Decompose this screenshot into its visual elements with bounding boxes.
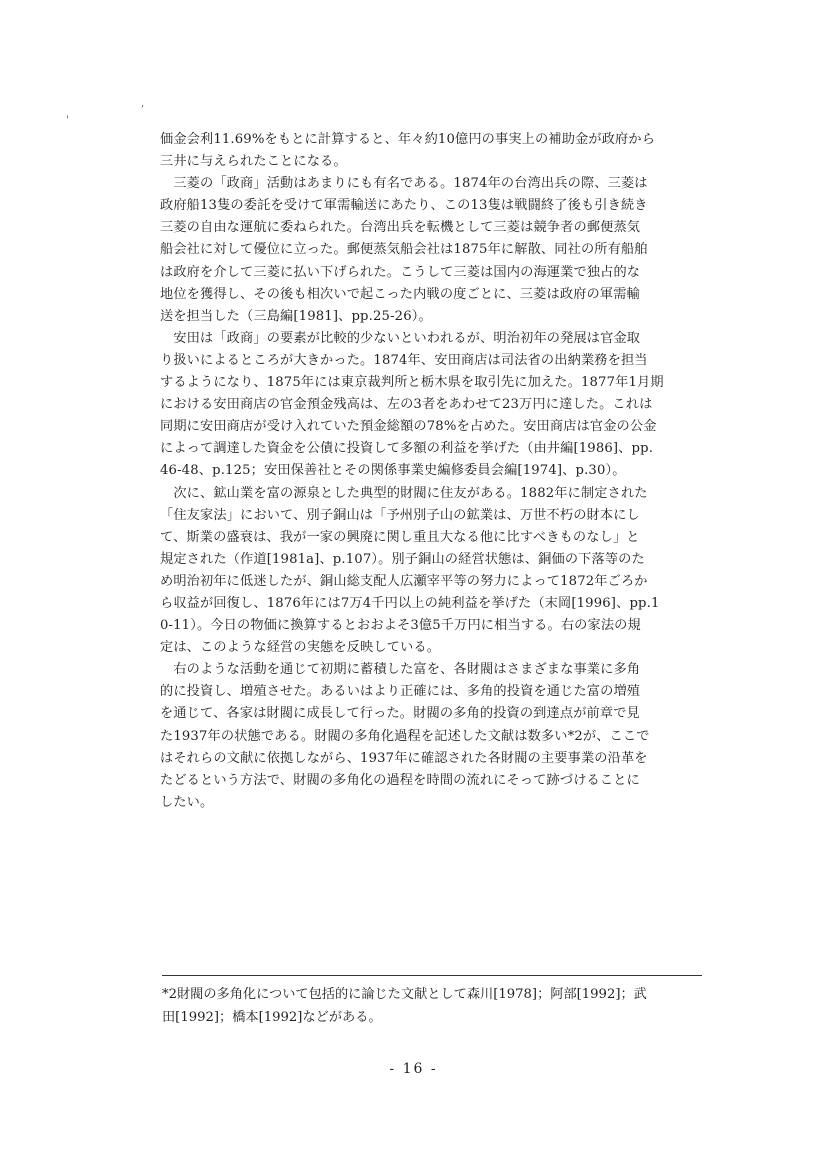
footnote-line: 田[1992]；橋本[1992]などがある。 (162, 1009, 382, 1025)
text-line: 船会社に対して優位に立った。郵便蒸気船会社は1875年に解散、同社の所有船舶 (160, 242, 648, 258)
text-line: 定は、このような経営の実態を反映している。 (160, 640, 441, 656)
footnote-divider (162, 975, 702, 976)
text-line: はそれらの文献に依拠しながら、1937年に確認された各財閥の主要事業の沿革を (160, 750, 648, 766)
text-line: 三菱の「政商」活動はあまりにも有名である。1874年の台湾出兵の際、三菱は (160, 176, 648, 192)
text-line: 同期に安田商店が受け入れていた預金総額の78%を占めた。安田商店は官金の公金 (160, 419, 657, 435)
text-line: た1937年の状態である。財閥の多角化過程を記述した文献は数多い*2が、ここで (160, 728, 650, 744)
text-line: 政府船13隻の委託を受けて軍需輸送にあたり、この13隻は戦闘終了後も引き続き (160, 198, 648, 214)
text-line: 規定された（作道[1981a]、p.107）。別子銅山の経営状態は、銅価の下落等のた (160, 551, 645, 567)
text-line: 地位を獲得し、その後も相次いで起こった内戦の度ごとに、三菱は政府の軍需輸 (160, 286, 640, 302)
text-line: め明治初年に低迷したが、銅山総支配人広瀬宰平等の努力によって1872年ごろか (160, 573, 648, 589)
margin-mark: , (141, 98, 145, 109)
text-line: を通じて、各家は財閥に成長して行った。財閥の多角的投資の到達点が前章で見 (160, 706, 640, 722)
text-line: て、斯業の盛衰は、我が一家の興廃に関し重且大なる他に比すべきものなし」と (160, 529, 640, 545)
text-line: 0-11）。今日の物価に換算するとおおよそ3億5千万円に相当する。右の家法の規 (160, 618, 641, 634)
text-line: たどるという方法で、財閥の多角化の過程を時間の流れにそって跡づけることに (160, 772, 640, 788)
footnote-line: *2財閥の多角化について包括的に論じた文献として森川[1978]；阿部[1992]；武 (162, 987, 647, 1002)
page-number: - 16 - (389, 1061, 438, 1077)
text-line: り扱いによるところが大きかった。1874年、安田商店は司法省の出納業務を担当 (160, 352, 648, 368)
text-line: 46-48、p.125；安田保善社とその関係事業史編修委員会編[1974]、p.30）。 (160, 463, 626, 479)
text-line: 送を担当した（三島編[1981]、pp.25-26）。 (160, 308, 432, 324)
text-line: 的に投資し、増殖させた。あるいはより正確には、多角的投資を通じた富の増殖 (160, 684, 641, 700)
text-line: したい。 (160, 794, 214, 810)
text-line: するようになり、1875年には東京裁判所と栃木県を取引先に加えた。1877年1月期 (160, 375, 664, 391)
text-line: 安田は「政商」の要素が比較的少ないといわれるが、明治初年の発展は官金取 (160, 330, 641, 346)
text-line: 次に、鉱山業を富の源泉とした典型的財閥に住友がある。1882年に制定された (160, 485, 648, 501)
footnotes (162, 984, 732, 1029)
text-line: 三菱の自由な運航に委ねられた。台湾出兵を転機として三菱は競争者の郵便蒸気 (160, 220, 641, 236)
text-line: 価金会利11.69%をもとに計算すると、年々約10億円の事実上の補助金が政府から (160, 132, 656, 147)
text-line: 「住友家法」において、別子銅山は「予州別子山の鉱業は、万世不朽の財本にし (160, 507, 640, 523)
text-line: ら収益が回復し、1876年には7万4千円以上の純利益を挙げた（末岡[1996]、pp.1 (160, 595, 660, 611)
text-line: は政府を介して三菱に払い下げられた。こうして三菱は国内の海運業で独占的な (160, 264, 641, 280)
text-line: 三井に与えられたことになる。 (160, 154, 347, 170)
text-line: によって調達した資金を公債に投資して多額の利益を挙げた（由井編[1986]、pp. (160, 441, 654, 457)
text-line: 右のような活動を通じて初期に蓄積した富を、各財閥はさまざまな事業に多角 (160, 662, 641, 678)
margin-mark: ' (66, 115, 69, 126)
body-text (160, 129, 730, 814)
text-line: における安田商店の官金預金残高は、左の3者をあわせて23万円に達した。これは (160, 397, 653, 413)
